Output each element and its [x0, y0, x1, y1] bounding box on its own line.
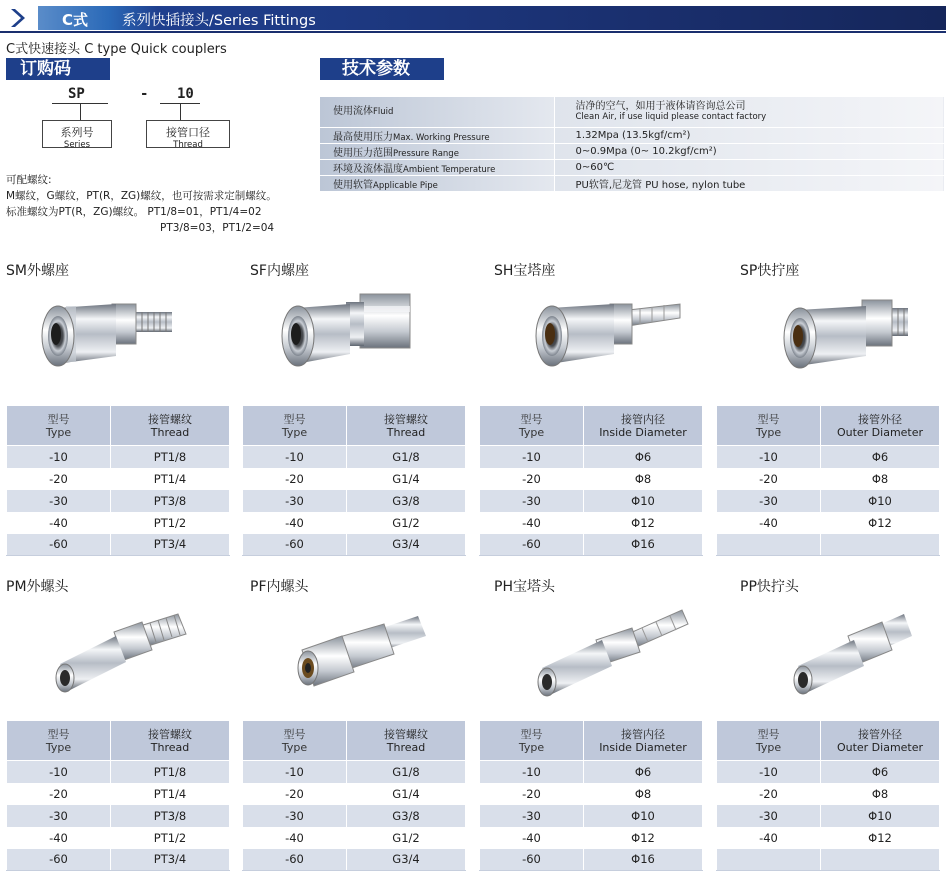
- type-cell: -60: [243, 849, 347, 871]
- table-row: [480, 534, 703, 556]
- pf-plug-icon: [294, 606, 444, 706]
- col-header-en: Type: [281, 425, 308, 439]
- table-row: [717, 468, 940, 490]
- spec-cell: [821, 534, 940, 556]
- type-cell: -40: [243, 827, 347, 849]
- table-row: [243, 468, 466, 490]
- type-cell: -40: [7, 827, 111, 849]
- col-header-en: Thread: [150, 425, 190, 439]
- type-cell: -20: [7, 468, 111, 490]
- col-header-cn: 型号: [520, 412, 543, 426]
- type-cell: -30: [7, 490, 111, 512]
- spec-cell: G1/2: [347, 512, 466, 534]
- header-title: 系列快插接头/Series Fittings: [122, 13, 316, 29]
- type-cell: -30: [7, 805, 111, 827]
- ph-plug-icon: [532, 606, 692, 706]
- series-box: [42, 120, 112, 148]
- product-name: PH宝塔头: [494, 579, 555, 595]
- table-header-row: [7, 721, 230, 761]
- spec-value: PU软管,尼龙管 PU hose, nylon tube: [554, 175, 944, 191]
- col-header-cn: 型号: [757, 727, 780, 741]
- spec-cell: Φ12: [584, 512, 703, 534]
- table-row: [243, 783, 466, 805]
- spec-cell: Φ10: [821, 805, 940, 827]
- table-row: [7, 783, 230, 805]
- note-line: M螺纹，G螺纹，PT(R，ZG)螺纹，也可按需求定制螺纹。: [6, 190, 277, 202]
- table-header-row: [243, 406, 466, 446]
- col-header-en: Type: [518, 425, 545, 439]
- spec-cell: Φ8: [821, 468, 940, 490]
- type-cell: -40: [480, 827, 584, 849]
- type-cell: -30: [243, 490, 347, 512]
- table-row: [717, 849, 940, 871]
- col-header-en: Type: [755, 740, 782, 754]
- spec-value: 0~0.9Mpa (0~ 10.2kgf/cm²): [554, 143, 944, 159]
- type-cell: -30: [243, 805, 347, 827]
- col-header-cn: 接管螺纹: [148, 412, 192, 426]
- type-cell: -60: [480, 534, 584, 556]
- spec-key-cn: 最高使用压力: [333, 131, 393, 143]
- sp-coupler-icon: [780, 286, 930, 386]
- spec-cell: G3/8: [347, 805, 466, 827]
- thread-code: 10: [177, 86, 194, 102]
- spec-key-en: Ambient Temperature: [403, 164, 496, 175]
- table-header-row: [243, 721, 466, 761]
- table-row: [717, 827, 940, 849]
- type-cell: [717, 534, 821, 556]
- spec-cell: G1/8: [347, 446, 466, 468]
- table-header-row: [717, 721, 940, 761]
- product-name: SP快拧座: [740, 263, 800, 279]
- spec-key: [320, 143, 554, 159]
- col-header-spec: [347, 406, 466, 446]
- col-header-cn: 接管螺纹: [148, 727, 192, 741]
- series-box-en: Series: [63, 140, 91, 150]
- product-name: PF内螺头: [250, 579, 309, 595]
- table-row: [7, 512, 230, 534]
- table-row: [717, 446, 940, 468]
- spec-cell: PT3/8: [111, 490, 230, 512]
- col-header-type: [717, 721, 821, 761]
- col-header-en: Inside Diameter: [599, 740, 687, 754]
- type-cell: -20: [717, 468, 821, 490]
- type-cell: -60: [7, 534, 111, 556]
- spec-cell: G1/4: [347, 783, 466, 805]
- spec-value: [554, 97, 944, 127]
- spec-cell: Φ6: [821, 761, 940, 783]
- note-line: 标准螺纹为PT(R，ZG)螺纹。 PT1/8=01，PT1/4=02: [6, 206, 262, 218]
- table-row: [480, 827, 703, 849]
- table-row: [480, 761, 703, 783]
- header-band: [0, 0, 950, 32]
- table-row: [7, 468, 230, 490]
- col-header-cn: 型号: [520, 727, 543, 741]
- spec-cell: Φ10: [584, 490, 703, 512]
- spec-row: [320, 97, 944, 127]
- col-header-type: [243, 406, 347, 446]
- specs-tag-label: 技术参数: [342, 59, 410, 79]
- spec-cell: Φ8: [821, 783, 940, 805]
- product-name: PM外螺头: [6, 579, 69, 595]
- table-header-row: [480, 721, 703, 761]
- note-line: 可配螺纹:: [6, 174, 52, 186]
- note-line: PT3/8=03，PT1/2=04: [160, 222, 275, 234]
- spec-cell: Φ12: [821, 827, 940, 849]
- col-header-spec: [111, 721, 230, 761]
- col-header-en: Type: [45, 740, 72, 754]
- col-header-cn: 接管螺纹: [384, 727, 428, 741]
- spec-cell: Φ10: [584, 805, 703, 827]
- spec-cell: PT3/8: [111, 805, 230, 827]
- pp-plug-icon: [790, 606, 940, 706]
- type-cell: -20: [717, 783, 821, 805]
- product-table-pm: [6, 720, 230, 871]
- table-row: [480, 805, 703, 827]
- spec-cell: Φ6: [821, 446, 940, 468]
- col-header-type: [480, 406, 584, 446]
- spec-key-en: Fluid: [373, 106, 394, 117]
- col-header-type: [7, 406, 111, 446]
- spec-value: 0~60℃: [554, 159, 944, 175]
- table-row: [717, 490, 940, 512]
- table-row: [717, 805, 940, 827]
- spec-cell: PT1/8: [111, 446, 230, 468]
- col-header-spec: [584, 406, 703, 446]
- col-header-en: Outer Diameter: [836, 740, 924, 754]
- chevron-right-icon: [8, 7, 30, 29]
- series-connector: [80, 103, 81, 120]
- col-header-cn: 型号: [283, 412, 306, 426]
- table-header-row: [480, 406, 703, 446]
- spec-value-en: Clean Air, if use liquid please contact factory: [575, 111, 767, 122]
- product-name: SM外螺座: [6, 263, 69, 279]
- thread-notes: [6, 172, 277, 236]
- table-row: [7, 490, 230, 512]
- product-table-pf: [242, 720, 466, 871]
- table-row: [480, 446, 703, 468]
- order-code-tag: [6, 58, 110, 80]
- spec-value: 1.32Mpa (13.5kgf/cm²): [554, 127, 944, 143]
- col-header-cn: 接管内径: [621, 727, 665, 741]
- col-header-cn: 接管内径: [621, 412, 665, 426]
- product-table-ph: [479, 720, 703, 871]
- table-row: [717, 534, 940, 556]
- type-cell: -20: [243, 468, 347, 490]
- product-name: SH宝塔座: [494, 263, 556, 279]
- type-cell: -30: [717, 490, 821, 512]
- table-row: [243, 446, 466, 468]
- type-cell: -40: [243, 512, 347, 534]
- table-row: [480, 783, 703, 805]
- col-header-cn: 型号: [47, 727, 70, 741]
- col-header-spec: [347, 721, 466, 761]
- table-row: [7, 827, 230, 849]
- col-header-type: [243, 721, 347, 761]
- spec-key-en: Pressure Range: [393, 148, 459, 159]
- table-row: [243, 827, 466, 849]
- type-cell: -60: [480, 849, 584, 871]
- type-cell: -40: [717, 827, 821, 849]
- col-header-en: Thread: [150, 740, 190, 754]
- type-cell: -20: [480, 468, 584, 490]
- col-header-spec: [821, 721, 940, 761]
- spec-cell: PT1/4: [111, 783, 230, 805]
- col-header-type: [717, 406, 821, 446]
- spec-cell: Φ8: [584, 783, 703, 805]
- table-row: [480, 490, 703, 512]
- col-header-cn: 接管螺纹: [384, 412, 428, 426]
- type-cell: -40: [7, 512, 111, 534]
- spec-cell: G1/8: [347, 761, 466, 783]
- header-code: C式: [62, 11, 89, 29]
- series-box-cn: 系列号: [60, 126, 94, 139]
- spec-cell: Φ8: [584, 468, 703, 490]
- col-header-en: Type: [518, 740, 545, 754]
- product-name: SF内螺座: [250, 263, 309, 279]
- spec-cell: PT1/2: [111, 512, 230, 534]
- spec-cell: Φ16: [584, 534, 703, 556]
- type-cell: -10: [243, 761, 347, 783]
- series-code: SP: [68, 86, 85, 102]
- table-row: [7, 805, 230, 827]
- specs-tag: [320, 58, 444, 80]
- spec-key: [320, 97, 554, 127]
- spec-key-cn: 使用流体: [333, 105, 373, 117]
- spec-cell: Φ12: [821, 512, 940, 534]
- table-row: [243, 490, 466, 512]
- col-header-en: Inside Diameter: [599, 425, 687, 439]
- thread-box: [146, 120, 230, 148]
- col-header-spec: [584, 721, 703, 761]
- table-row: [243, 761, 466, 783]
- type-cell: [717, 849, 821, 871]
- table-row: [243, 512, 466, 534]
- table-row: [7, 849, 230, 871]
- col-header-type: [480, 721, 584, 761]
- table-row: [717, 512, 940, 534]
- col-header-cn: 接管外径: [858, 412, 902, 426]
- spec-key-en: Applicable Pipe: [373, 180, 438, 191]
- col-header-en: Outer Diameter: [836, 425, 924, 439]
- col-header-en: Thread: [386, 740, 426, 754]
- table-header-row: [7, 406, 230, 446]
- col-header-cn: 型号: [757, 412, 780, 426]
- spec-cell: G1/2: [347, 827, 466, 849]
- type-cell: -10: [717, 446, 821, 468]
- col-header-cn: 型号: [283, 727, 306, 741]
- type-cell: -10: [7, 761, 111, 783]
- spec-cell: Φ10: [821, 490, 940, 512]
- spec-key-cn: 使用软管: [333, 179, 373, 191]
- product-table-sh: [479, 405, 703, 556]
- spec-key: [320, 159, 554, 175]
- type-cell: -20: [7, 783, 111, 805]
- col-header-cn: 接管外径: [858, 727, 902, 741]
- spec-cell: PT1/4: [111, 468, 230, 490]
- col-header-type: [7, 721, 111, 761]
- col-header-en: Type: [281, 740, 308, 754]
- order-code-tag-label: 订购码: [20, 59, 71, 79]
- table-row: [717, 783, 940, 805]
- table-row: [7, 446, 230, 468]
- col-header-spec: [111, 406, 230, 446]
- type-cell: -30: [480, 490, 584, 512]
- spec-cell: Φ6: [584, 446, 703, 468]
- spec-key: [320, 175, 554, 191]
- table-row: [7, 761, 230, 783]
- spec-cell: Φ16: [584, 849, 703, 871]
- spec-cell: G3/4: [347, 849, 466, 871]
- spec-key-cn: 使用压力范围: [333, 147, 393, 159]
- spec-cell: PT3/4: [111, 849, 230, 871]
- spec-row: [320, 159, 944, 175]
- type-cell: -30: [717, 805, 821, 827]
- type-cell: -30: [480, 805, 584, 827]
- spec-cell: [821, 849, 940, 871]
- spec-cell: Φ6: [584, 761, 703, 783]
- table-row: [7, 534, 230, 556]
- type-cell: -60: [7, 849, 111, 871]
- type-cell: -10: [243, 446, 347, 468]
- type-cell: -20: [480, 783, 584, 805]
- sf-coupler-icon: [276, 284, 426, 384]
- spec-row: [320, 175, 944, 191]
- sm-coupler-icon: [36, 286, 186, 386]
- spec-key-en: Max. Working Pressure: [393, 132, 490, 143]
- type-cell: -40: [717, 512, 821, 534]
- table-row: [717, 761, 940, 783]
- product-name: PP快拧头: [740, 579, 799, 595]
- spec-row: [320, 127, 944, 143]
- type-cell: -20: [243, 783, 347, 805]
- thread-box-cn: 接管口径: [166, 126, 210, 139]
- table-header-row: [717, 406, 940, 446]
- product-table-sf: [242, 405, 466, 556]
- spec-key: [320, 127, 554, 143]
- sh-coupler-icon: [530, 284, 690, 384]
- table-row: [243, 849, 466, 871]
- spec-key-cn: 环境及流体温度: [333, 163, 403, 175]
- table-row: [480, 512, 703, 534]
- col-header-spec: [821, 406, 940, 446]
- table-row: [243, 805, 466, 827]
- spec-cell: G3/8: [347, 490, 466, 512]
- table-row: [480, 849, 703, 871]
- spec-cell: Φ12: [584, 827, 703, 849]
- spec-value-cn: 洁净的空气，如用于液体请咨询总公司: [575, 100, 746, 112]
- type-cell: -60: [243, 534, 347, 556]
- col-header-cn: 型号: [47, 412, 70, 426]
- product-table-pp: [716, 720, 940, 871]
- product-table-sm: [6, 405, 230, 556]
- spec-cell: PT3/4: [111, 534, 230, 556]
- thread-box-en: Thread: [173, 140, 203, 150]
- table-row: [480, 468, 703, 490]
- product-table-sp: [716, 405, 940, 556]
- type-cell: -10: [480, 446, 584, 468]
- col-header-en: Thread: [386, 425, 426, 439]
- table-row: [243, 534, 466, 556]
- thread-connector: [180, 103, 181, 120]
- type-cell: -40: [480, 512, 584, 534]
- type-cell: -10: [7, 446, 111, 468]
- pm-plug-icon: [50, 606, 200, 706]
- spec-row: [320, 143, 944, 159]
- type-cell: -10: [717, 761, 821, 783]
- col-header-en: Type: [755, 425, 782, 439]
- spec-cell: PT1/2: [111, 827, 230, 849]
- spec-cell: PT1/8: [111, 761, 230, 783]
- specs-table: [320, 97, 944, 192]
- spec-cell: G3/4: [347, 534, 466, 556]
- spec-cell: G1/4: [347, 468, 466, 490]
- code-dash: -: [140, 86, 149, 102]
- type-cell: -10: [480, 761, 584, 783]
- col-header-en: Type: [45, 425, 72, 439]
- page-subtitle: C式快速接头 C type Quick couplers: [6, 42, 227, 57]
- header-divider: [0, 31, 946, 33]
